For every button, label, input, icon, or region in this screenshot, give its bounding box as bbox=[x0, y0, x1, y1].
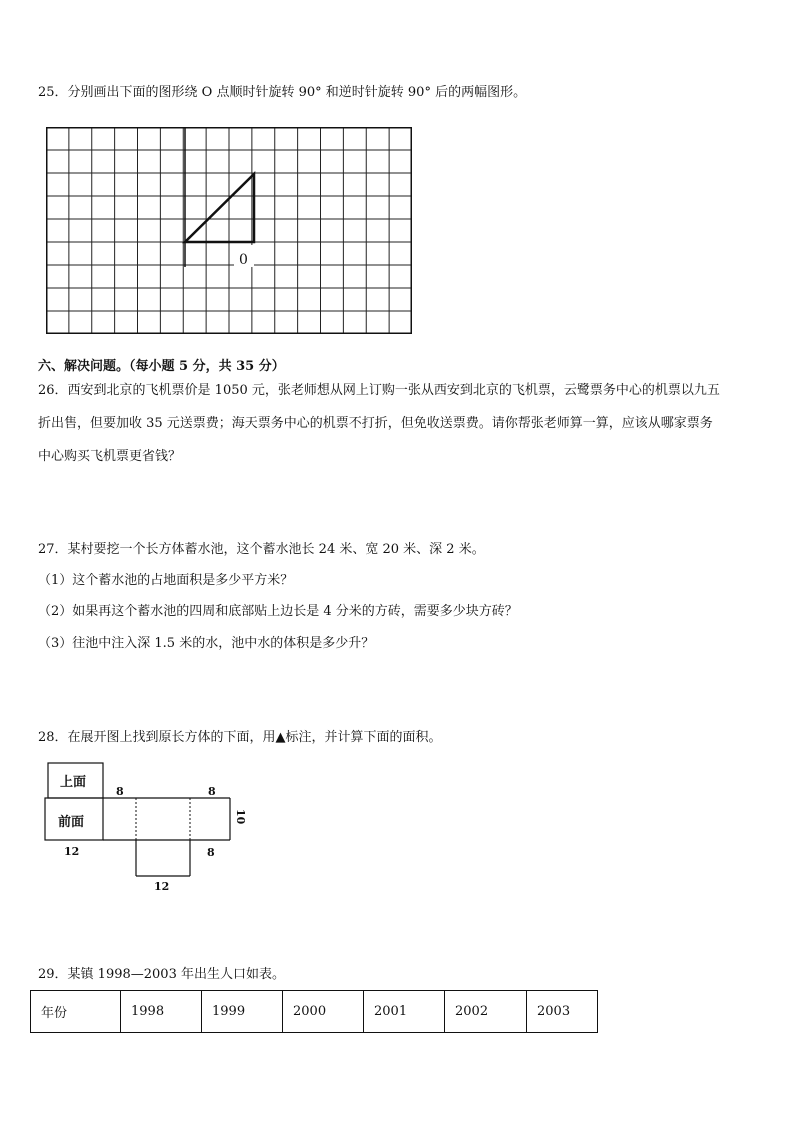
q26-line-1: 26．西安到北京的飞机票价是 1050 元，张老师想从网上订购一张从西安到北京的飞机票，云鹭票务中心的机票以九五 bbox=[38, 383, 720, 398]
table-cell: 2002 bbox=[445, 991, 527, 1033]
section-heading: 六、解决问题。（每小题 5 分，共 35 分） bbox=[38, 359, 285, 374]
table-cell-year-label: 年份 bbox=[31, 991, 121, 1033]
population-table bbox=[30, 990, 598, 1033]
rotation-grid bbox=[46, 127, 412, 334]
table-cell: 2001 bbox=[364, 991, 445, 1033]
q27-sub-3: （3）往池中注入深 1.5 米的水，池中水的体积是多少升？ bbox=[38, 636, 375, 651]
table-row bbox=[31, 991, 598, 1033]
q29-text: 29．某镇 1998—2003 年出生人口如表。 bbox=[38, 967, 285, 982]
triangle-shape bbox=[185, 174, 254, 242]
table-cell: 2000 bbox=[283, 991, 364, 1033]
top-face-label: 上面 bbox=[60, 775, 87, 790]
dim-right: 10 bbox=[234, 809, 247, 825]
table-cell: 1998 bbox=[121, 991, 202, 1033]
front-face-label: 前面 bbox=[58, 815, 85, 830]
table-cell: 2003 bbox=[527, 991, 598, 1033]
q25-text: 25．分别画出下面的图形绕 O 点顺时针旋转 90° 和逆时针旋转 90° 后的两幅图形。 bbox=[38, 85, 527, 100]
q27-sub-2: （2）如果再这个蓄水池的四周和底部贴上边长是 4 分米的方砖，需要多少块方砖？ bbox=[38, 604, 518, 619]
q28-text: 28．在展开图上找到原长方体的下面，用▲标注，并计算下面的面积。 bbox=[38, 730, 442, 745]
q27-intro: 27．某村要挖一个长方体蓄水池，这个蓄水池长 24 米、宽 20 米、深 2 米。 bbox=[38, 542, 485, 557]
point-o-label: 0 bbox=[239, 252, 248, 268]
cuboid-net-diagram bbox=[40, 760, 260, 900]
q26-line-2: 折出售，但要加收 35 元送票费；海天票务中心的机票不打折，但免收送票费。请你帮张老师算一算，应该从哪家票务 bbox=[38, 416, 713, 431]
q26-line-3: 中心购买飞机票更省钱？ bbox=[38, 449, 182, 464]
dim-top-left: 8 bbox=[116, 785, 124, 798]
dim-top-right: 8 bbox=[208, 785, 216, 798]
dim-bottom: 12 bbox=[154, 880, 170, 893]
dim-bottom-mid: 8 bbox=[207, 846, 215, 859]
q27-sub-1: （1）这个蓄水池的占地面积是多少平方米？ bbox=[38, 573, 294, 588]
table-cell: 1999 bbox=[202, 991, 283, 1033]
dim-bottom-left: 12 bbox=[64, 845, 80, 858]
